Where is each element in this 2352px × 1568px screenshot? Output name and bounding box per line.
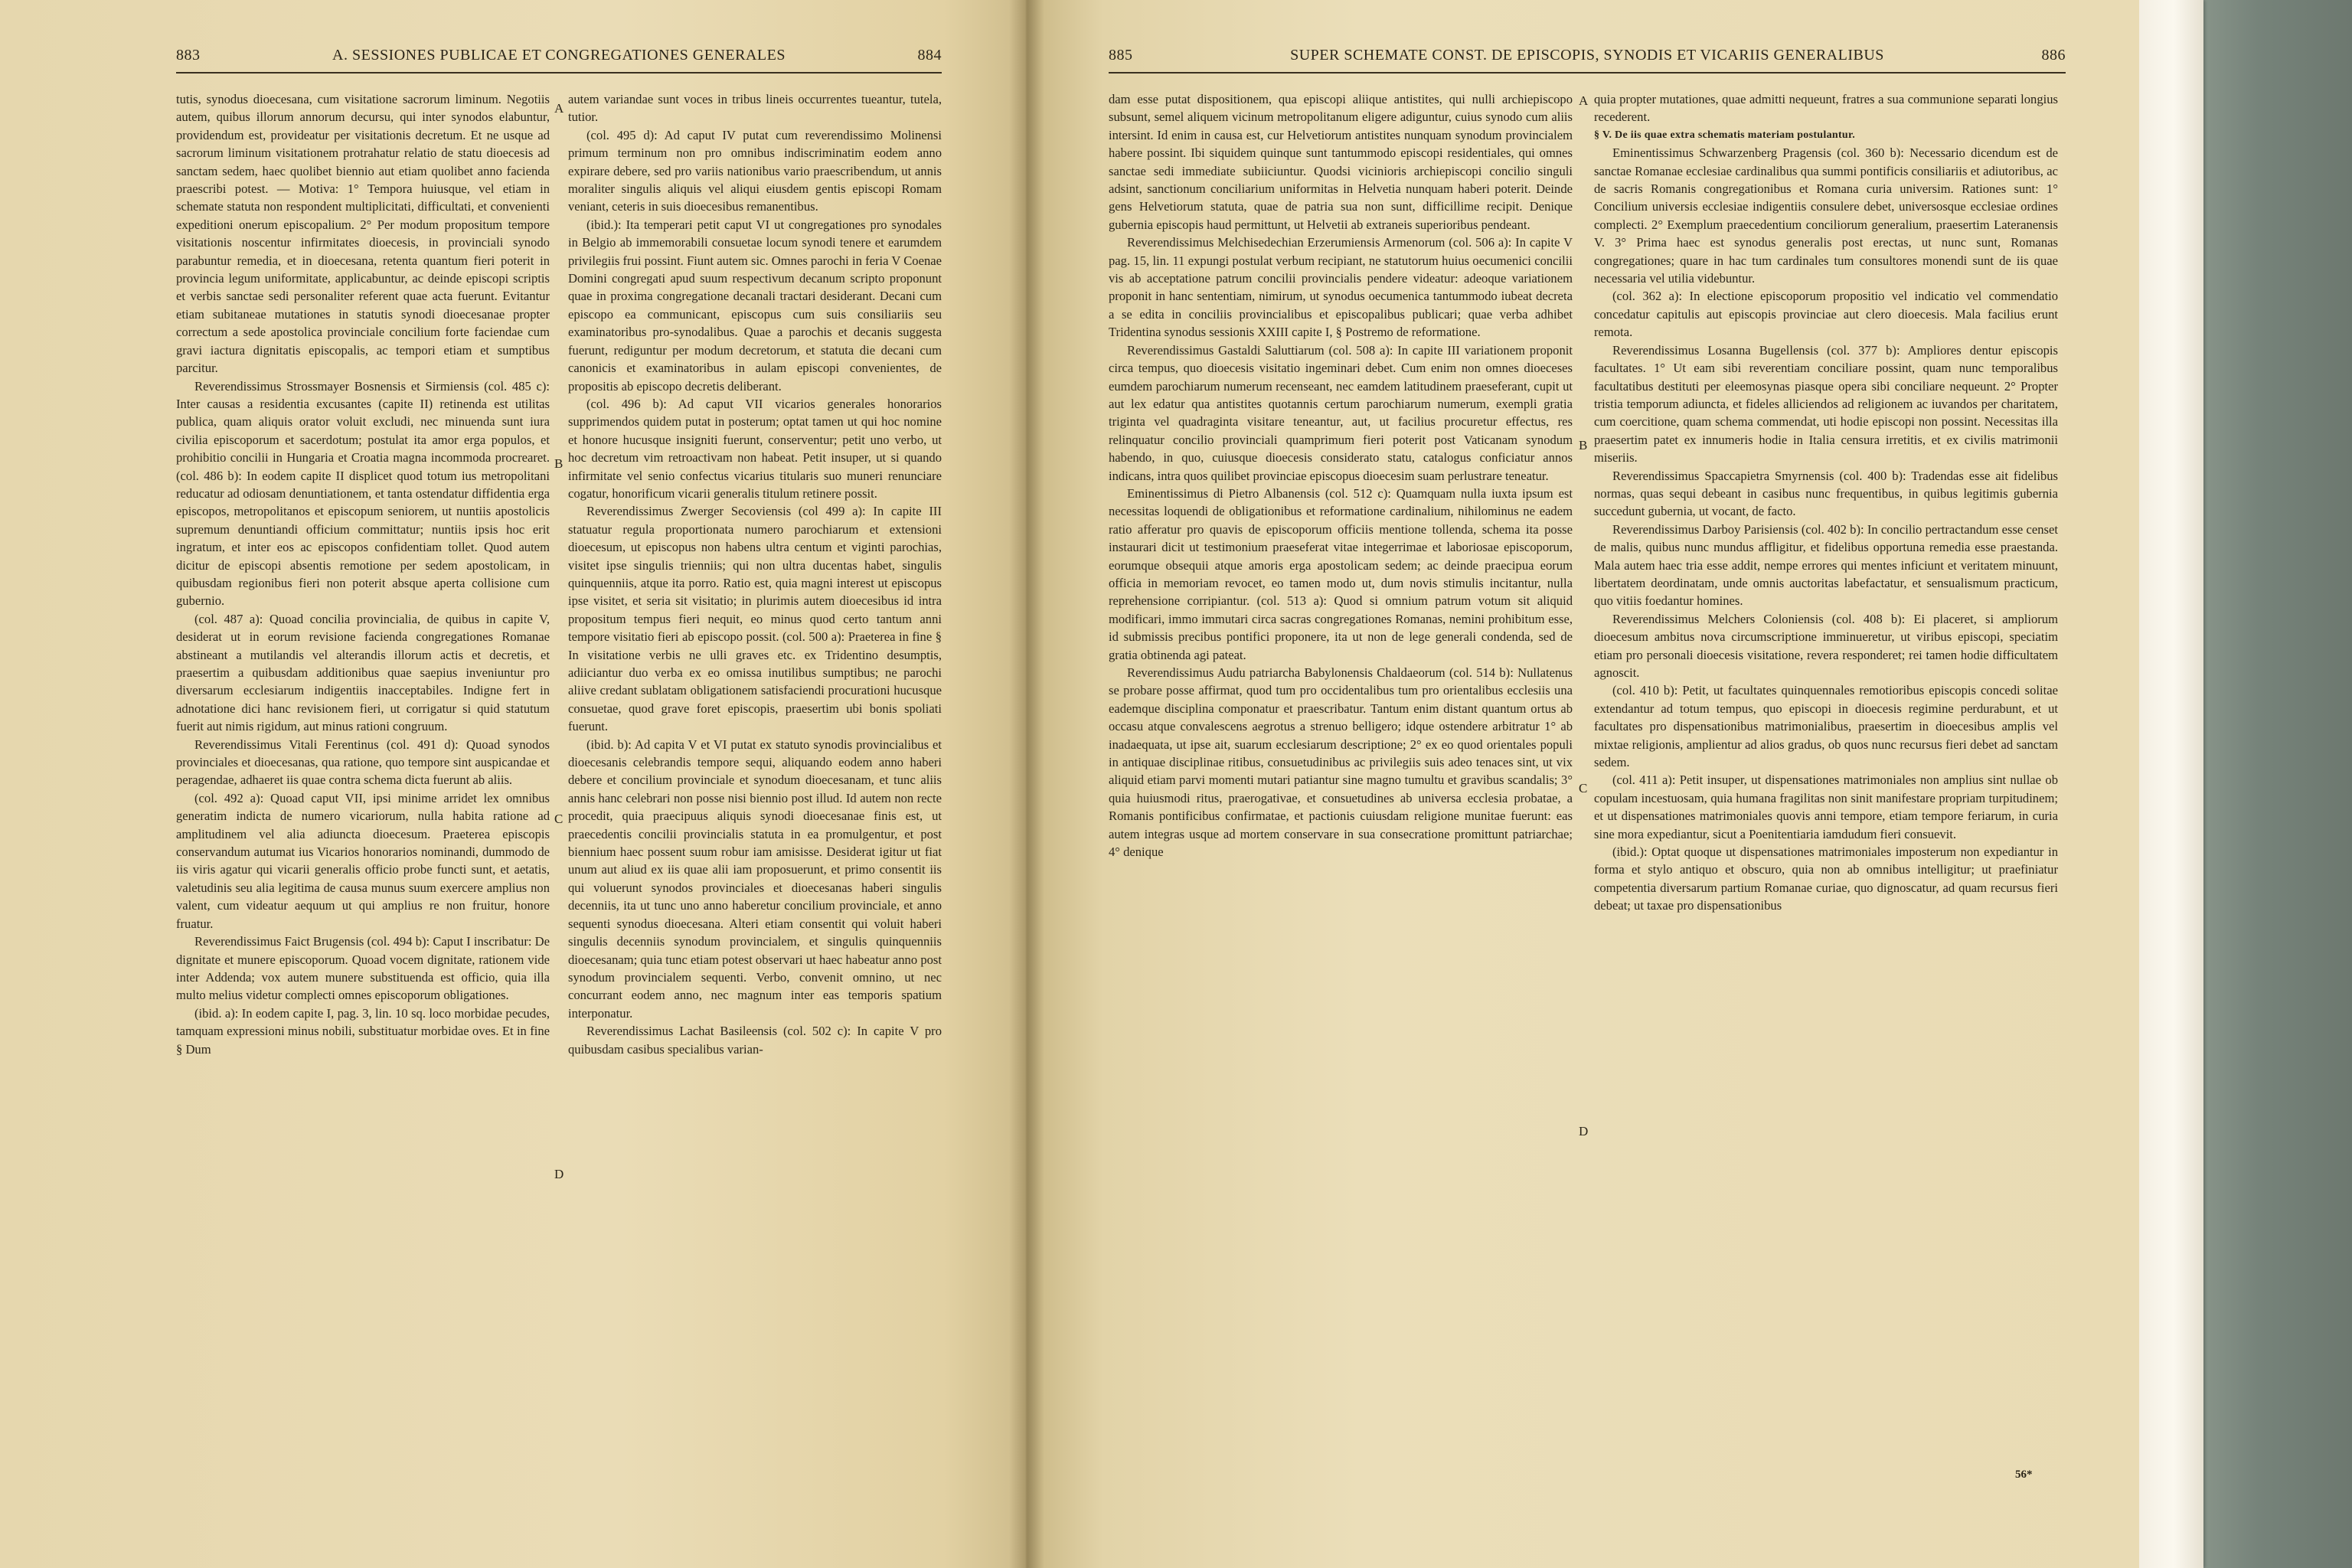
right-page [1026, 0, 2139, 1568]
margin-letter-a-right: A [1579, 93, 1589, 108]
paragraph: (col. 492 a): Quoad caput VII, ipsi minime arridet lex omnibus generatim indicta de numero vicariorum, nulla habita ratione ad amplitudinem vel alia adiuncta dioecesum. Praeterea episcopis conservandum autumat ius Vicarios honorarios nominandi, dummodo de iis viris agatur qui vicarii generalis officio probe functi sunt, et aetatis, valetudinis seu alia legitima de causa munus suum exercere amplius non valent, cum videatur aequum ut qui amplius re non fruitur, honore fruatur. [176, 790, 550, 931]
paragraph: Reverendissimus Spaccapietra Smyrnensis (col. 400 b): Tradendas esse ait fidelibus normas, quas sequi debeant in casibus nunc frequentibus, in quibus legitimis gubernia succedunt gubernia, ut vocant, de facto. [1594, 468, 2058, 519]
margin-letter-b-left: B [554, 456, 564, 471]
margin-letter-d-right: D [1579, 1124, 1589, 1138]
paragraph: Reverendissimus Vitali Ferentinus (col. 491 d): Quoad synodos provinciales et dioecesanas, qua ratione, quo tempore sint auspicandae et peragendae, adhaeret iis quae contra schema dicta fuerunt ab aliis. [176, 737, 550, 788]
paragraph: (ibid. a): In eodem capite I, pag. 3, lin. 10 sq. loco morbidae pecudes, tamquam expressioni minus nobili, substituatur morbidae oves. Et in fine § Dum [176, 1005, 550, 1057]
paragraph: (col. 411 a): Petit insuper, ut dispensationes matrimoniales non amplius sint nullae ob copulam incestuosam, quia humana fragilitas non sinit manifestare propriam turpitudinem; et ut dispensationes matrimoniales quovis anni tempore, etiam tempore feriarum, in curia sine mora expediantur, sicut a Poenitentiaria iamdudum fieri consuevit. [1594, 773, 2058, 841]
left-column-1 [176, 90, 550, 1530]
paragraph: (ibid.): Ita temperari petit caput VI ut congregationes pro synodales in Belgio ab immemorabili consuetae locum synodi tenere et earumdem privilegiis frui possint. Fiunt autem sic. Omnes parochi in feria V Coenae Domini congregati apud suum respectivum decanum scripto proponunt quae in proxima congregatione decanali tractari desiderant. Decani cum episcopo ea communicant, episcopus cum suis consiliariis seu examinatoribus pro-synodalibus. Quae a parochis et decanis suggesta fuerunt, rediguntur per modum decretorum, et statuta die decani cum canonicis et examinatoribus in aulam episcopi convenientes, de propositis ab episcopo decretis deliberant. [568, 217, 942, 394]
paper-strip [2138, 0, 2203, 1568]
paragraph: (col. 496 b): Ad caput VII vicarios generales honorarios supprimendos quidem putat in posterum; optat tamen ut qui hoc nomine et honore hucusque insigniti fuerunt, conserventur; petit uno verbo, ut hoc decretum vim retroactivam non habeat. Petit insuper, ut si quando infirmitate vel senio confectus vicarius titularis suo muneri renunciare cogatur, honorificum vicarii generalis titulum retinere possit. [568, 396, 942, 501]
paragraph: Reverendissimus Zwerger Secoviensis (col 499 a): In capite III statuatur regula proportionata numero parochiarum et extensioni dioecesum, ut episcopus non habens ultra centum et viginti parochias, visitet ipse singulis trienniis; qui non ultra ducentas habet, singulis quinquenniis, atque ita porro. Ratio est, quia magni interest ut episcopus ipse visitet, et seria sit visitatio; in plurimis autem dioecesibus id intra propositum tempus fieri nequit, eo minus quod certo tantum anni tempore visitatio fieri ab episcopo possit. (col. 500 a): Praeterea in fine § In visitatione verbis ne ulli graves etc. ex Tridentino desumptis, adiiciantur duo verba ex eo omissa inutilibus sumptibus; ne parochi aliive credant sublatam obligationem satisfaciendi procurationi hucusque consuetae, quod grave foret episcopis, praesertim ubi bonis spoliati fuerunt. [568, 504, 942, 734]
paragraph: (ibid. b): Ad capita V et VI putat ex statuto synodis provincialibus et dioecesanis celebrandis tempore sequi, aliquando eodem anno haberi debere et concilium provinciale et synodum dioecesanam, et tunc aliis annis hanc celebrari non posse nisi biennio post illud. Id autem non recte procedit, quia praecipuus aliquis synodi dioecesanae finis est, ut praecedentis concilii provincialis statuta in ea promulgentur, et post biennium haec possent suum robur iam amisisse. Desiderat igitur ut fiat unum aut aliud ex iis quae alii iam proposuerunt, et primo consentit iis qui voluerunt synodos provinciales et dioecesanas haberi singulis decenniis, ita ut tunc uno anno haberetur concilium provinciale, et anno sequenti synodus dioecesana. Alteri etiam consentit qui voluit haberi singulis decenniis synodum provincialem, et singulis quinquenniis dioecesanam; quia tunc etiam potest observari ut haec habeatur anno post synodum provincialem sequenti. Verbo, convenit omnino, ut nec concurrant eodem anno, nec magnum inter eas temporis spatium interponatur. [568, 737, 942, 1021]
running-head-right: SUPER SCHEMATE CONST. DE EPISCOPIS, SYNODIS ET VICARIIS GENERALIBUS [1290, 46, 1884, 64]
paragraph: Reverendissimus Audu patriarcha Babylonensis Chaldaeorum (col. 514 b): Nullatenus se probare posse affirmat, quod tum pro occidentalibus tum pro orientalibus ecclesiis una eademque disciplina componatur et praescribatur. Tantum enim distant quantum ortus ab occasu atque convalescens aegrotus a strenuo belligero; idque ostendere arbitratur 1° ab inadaequata, ut ipse ait, suarum ecclesiarum descriptione; 2° ex eo quod orientales populi in antiquae disciplinae ritibus, consuetudinibus ac privilegiis suis adeo tenaces sint, ut vix aliquid etiam parvi momenti mutari patiantur sine magno tumultu et gravibus scandalis; 3° quia huiusmodi ritus, praerogativae, et consuetudines ab universa ecclesia probatae, a Romanis pontificibus confirmatae, et pactionis cuiusdam religione munitae fuerunt: eas autem integras usque ad mortem conservare in sua consecratione promittunt patriarchae; 4° denique [1109, 665, 1573, 860]
paragraph: autem variandae sunt voces in tribus lineis occurrentes tueantur, tutela, tutior. [568, 92, 942, 125]
header-rule-left [176, 72, 942, 74]
header-rule-right [1109, 72, 2066, 74]
page-number-885: 885 [1109, 46, 1133, 64]
paragraph: Reverendissimus Melchers Coloniensis (col. 408 b): Ei placeret, si ampliorum dioecesum ambitus nova circumscriptione imminueretur, ut viribus episcopi, speciatim etiam pro personali dioecesis visitatione, revera responderet; rei tamen hodie difficultatem agnoscit. [1594, 611, 2058, 680]
paragraph: Reverendissimus Losanna Bugellensis (col. 377 b): Ampliores dentur episcopis facultates. 1° Ut eam sibi reverentiam conciliare possint, quam nunc temporalibus facultatibus destituti per eleemosynas piasque opera sibi conciliare nequeunt. 2° Propter tristia temporum adiuncta, et fideles alliciendos ad religionem ac iuvandos per charitatem, cum coercitione, quam schema commendat, uti hodie episcopi non possint. Necessitas illa praesertim patet ex innumeris hodie in Italia censura irretitis, et ex civilis matrimonii miseriis. [1594, 342, 2058, 466]
paragraph: tutis, synodus dioecesana, cum visitatione sacrorum liminum. Negotiis autem, quibus illorum annorum decursu, qui inter synodos elabuntur, providendum est, provideatur per visitationis decretum. Et ne usque ad sacrorum liminum visitationem protrahatur relatio de statu dioecesis ad sanctam sedem, haec quolibet biennio aut etiam quolibet anno facienda praescribi potest. — Motiva: 1° Tempora huiusque, vel etiam in schemate statuta non respondent multiplicitati, difficultati, et convenienti expeditioni onerum episcopalium. 2° Per modum propositum tempore visitationis noscentur infirmitates dioecesis, in provinciali synodo parabuntur remedia, et in dioecesana, retenta quantum fieri poterit in provincia legum uniformitate, applicabuntur, ac deinde episcopi scriptis et verbis sanctae sedi personaliter referent quae acta fuerunt. Evitantur etiam subitaneae mutationes in statutis synodi dioecesanae propter correctum a sede apostolica provinciale concilium forte faciendae cum gravi iactura dignitatis episcopalis, ac tempori etiam et sumptibus parcitur. [176, 92, 550, 376]
running-head-left: A. SESSIONES PUBLICAE ET CONGREGATIONES GENERALES [332, 46, 786, 64]
paragraph: quia propter mutationes, quae admitti nequeunt, fratres a sua communione separati longius recederent. [1594, 92, 2058, 125]
paragraph: Reverendissimus Melchisedechian Erzerumiensis Armenorum (col. 506 a): In capite V pag. 15, lin. 11 expungi postulat verbum recipiant, ne statutorum huius oecumenici concilii vis ab acceptatione patrum concilii provincialis pendere videatur: adeoque variationem proponit in hanc sententiam, nimirum, ut synodus oecumenica tantummodo iubeat decreta a se edita in conciliis provincialibus et episcopalibus publicari; quae verba adhibet Tridentina synodus sessionis XXIII capite I, § Postremo de reformatione. [1109, 235, 1573, 340]
backdrop-right [2196, 0, 2352, 1568]
right-column-1 [1109, 90, 1573, 1461]
right-running-header [1109, 40, 2066, 70]
page-number-886: 886 [2041, 46, 2066, 64]
paragraph: (col. 410 b): Petit, ut facultates quinquennales remotioribus episcopis concedi solitae extendantur ad totum tempus, quo episcopi in dioecesis regimine perdurabunt, et ut facultates pro dispensationibus matrimonialibus, praesertim in dioecesibus amplis vel mixtae religionis, amplientur ad alios gradus, ob quos nunc recursus fieri debet ad sanctam sedem. [1594, 683, 2058, 770]
paragraph: Reverendissimus Gastaldi Saluttiarum (col. 508 a): In capite III variationem proponit circa tempus, quo dioecesis visitatio ingeminari debet. Cum enim non omnes dioeceses eumdem parochiarum numerum recenseant, nec eamdem latitudinem praeseferant, cupit ut aut lex edatur qua antistites quotannis certum parochiarum numerum, exempli gratia triginta vel quadraginta visitare teneantur, aut, ut facilius procuretur effectus, res relinquatur concilio provinciali quamprimum fieri poterit post Vaticanam synodum habendo, in quo, cuiusque dioecesis considerato statu, catalogus conficiatur annos indicans, intra quos quilibet provinciae episcopus dioecesim suam perlustrare teneatur. [1109, 342, 1573, 483]
margin-letter-d-left: D [554, 1167, 564, 1181]
paragraph: (ibid.): Optat quoque ut dispensationes matrimoniales imposterum non expediantur in forma et stylo antiquo et obscuro, quia non ab omnibus intelligitur; ut praefiniatur competentia diversarum partium Romanae curiae, quo dignoscatur, ad quam recursus fieri debeat; ut taxae pro dispensationibus [1594, 844, 2058, 913]
margin-letter-c-right: C [1579, 781, 1588, 795]
left-running-header [176, 40, 942, 70]
paragraph: § V. De iis quae extra schematis materiam postulantur. [1594, 129, 1856, 141]
right-column-2 [1594, 90, 2058, 1461]
margin-letter-c-left: C [554, 812, 564, 826]
paragraph: Reverendissimus Strossmayer Bosnensis et Sirmiensis (col. 485 c): Inter causas a residentia excusantes (capite II) retinenda est utilitas publica, quam aliquis orator voluit excludi, nec minuenda sunt iura civilia episcoporum et sacerdotum; postulat ita amor erga populos, et prohibitio concilii in Hungaria et Croatia magna incommoda procrearet. (col. 486 b): In eodem capite II displicet quod totum ius metropolitani reducatur ad odiosam denuntiationem, et tanta ostendatur diffidentia erga episcopos, metropolitanos et episcopum seniorem, ut nuntiis apostolicis supremum denuntiandi officium committatur; nuntiis ipsis hoc erit ingratum, et inter eos ac episcopos confidentiam tollet. Quod autem dicitur de episcopi absentis remotione per sedem apostolicam, in quibusdam regionibus fieri non poterit absque aperta collisione cum gubernio. [176, 378, 550, 609]
left-page [0, 0, 1026, 1568]
page-number-884: 884 [917, 46, 942, 64]
paragraph: (col. 487 a): Quoad concilia provincialia, de quibus in capite V, desiderat ut in eorum revisione facienda congregationes Romanae abstineant a mutilandis vel alterandis illorum actis et decretis, et praesertim a quibusdam additionibus quae saepius inveniuntur pro diversarum ecclesiarum indigentiis inacceptabiles. Indigne fert in adnotatione dici hanc revisionem fieri, ut corrigatur si quid statutum fuerit aut nimis rigidum, aut minus rationi congruum. [176, 611, 550, 734]
paragraph: dam esse putat dispositionem, qua episcopi aliique antistites, qui nulli archiepiscopo subsunt, semel aliquem vicinum metropolitanum eligere adiguntur, cuius synodo cum aliis intersint. Id enim in causa est, cur Helvetiorum antistites nunquam synodum provincialem habere possint. Ibi siquidem quinque sunt tantummodo episcopi residentiales, qui omnes sanctae sedi immediate subiiciuntur. Quodsi vicinioris archiepiscopi concilio singuli adsint, sanctionum conciliarium uniformitas in Helvetia nunquam haberi poterit. Deinde gens Helvetiorum statuta, quae de patria sua non sunt, difficillime recipit. Denique gubernia episcopis haud permittunt, ut Helvetii ab extraneis superioribus pendeant. [1109, 92, 1573, 232]
margin-letter-b-right: B [1579, 438, 1588, 452]
paragraph: (col. 495 d): Ad caput IV putat cum reverendissimo Molinensi primum terminum non pro omnibus indiscriminatim eodem anno expirare debere, sed pro variis nationibus vario praescribendum, ut annis moraliter singulis aliquis vel aliqui eiusdem gentis episcopi Romam veniant, ceteris in suis dioecesibus remanentibus. [568, 127, 942, 214]
paragraph: Eminentissimus Schwarzenberg Pragensis (col. 360 b): Necessario dicendum est de sanctae Romanae ecclesiae cardinalibus qua summi pontificis consiliariis et adiutoribus, ac de sacris Romanis congregationibus et Romana curia universim. Rationes sunt: 1° Concilium universis ecclesiae indigentiis consulere debet, universosque ecclesiae ordines complecti. 2° Exemplum praecedentium conciliorum generalium, praesertim Lateranensis V. 3° Prima haec est synodus generalis post erectas, ut nunc sunt, Romanas congregationes; quare in hac tum cardinales tum consultores monendi sunt de iis quae necessaria vel utilia videbuntur. [1594, 145, 2058, 286]
book-gutter [1009, 0, 1044, 1568]
left-column-2 [568, 90, 942, 1530]
page-number-883: 883 [176, 46, 201, 64]
paragraph: Reverendissimus Faict Brugensis (col. 494 b): Caput I inscribatur: De dignitate et munere episcoporum. Quoad vocem dignitate, rationem vide inter Addenda; vox autem munere substituenda est officio, quia illa multo melius videtur complecti omnes episcoporum obligationes. [176, 934, 550, 1003]
paragraph: Eminentissimus di Pietro Albanensis (col. 512 c): Quamquam nulla iuxta ipsum est necessitas loquendi de obligationibus et reformatione cardinalium, nihilominus ne eadem ratio afferatur pro quavis de episcoporum officiis mentione tollenda, schema ita posse instaurari dicit ut testimonium praeseferat vitae integerrimae et laboriosae episcoporum, eorumque obsequii atque amoris erga apostolicam sedem; ac deinde praecipua eorum officia in memoriam revocet, eo tamen modo ut, dum novis stimulis incitantur, nulla reprehensione corripiantur. (col. 513 a): Quod si omnium patrum votum sit aliquid modificari, immo immutari circa sacras congregationes Romanas, nemini prohibitum esse, id submissis precibus pontifici proponere, ita ut non de lege generali condenda, sed de gratia obtinenda agi pateat. [1109, 485, 1573, 662]
paragraph: (col. 362 a): In electione episcoporum propositio vel indicatio vel commendatio concedatur capitulis aut episcopis provinciae aut clero dioecesis. Mala facilius erunt remota. [1594, 289, 2058, 340]
paragraph: Reverendissimus Lachat Basileensis (col. 502 c): In capite V pro quibusdam casibus specialibus varian- [568, 1024, 942, 1057]
paragraph: Reverendissimus Darboy Parisiensis (col. 402 b): In concilio pertractandum esse censet de malis, quibus nunc mundus affligitur, et fidelibus opportuna remedia esse praestanda. Mala autem haec tria esse addit, nempe errores qui mentes inficiunt et veritatem minuunt, libertatem deordinatam, unde omnis auctoritas labefactatur, et sensualismum practicum, quo vitiis foedantur homines. [1594, 521, 2058, 609]
signature-mark: 56* [2015, 1468, 2033, 1481]
margin-letter-a-left: A [554, 101, 564, 116]
